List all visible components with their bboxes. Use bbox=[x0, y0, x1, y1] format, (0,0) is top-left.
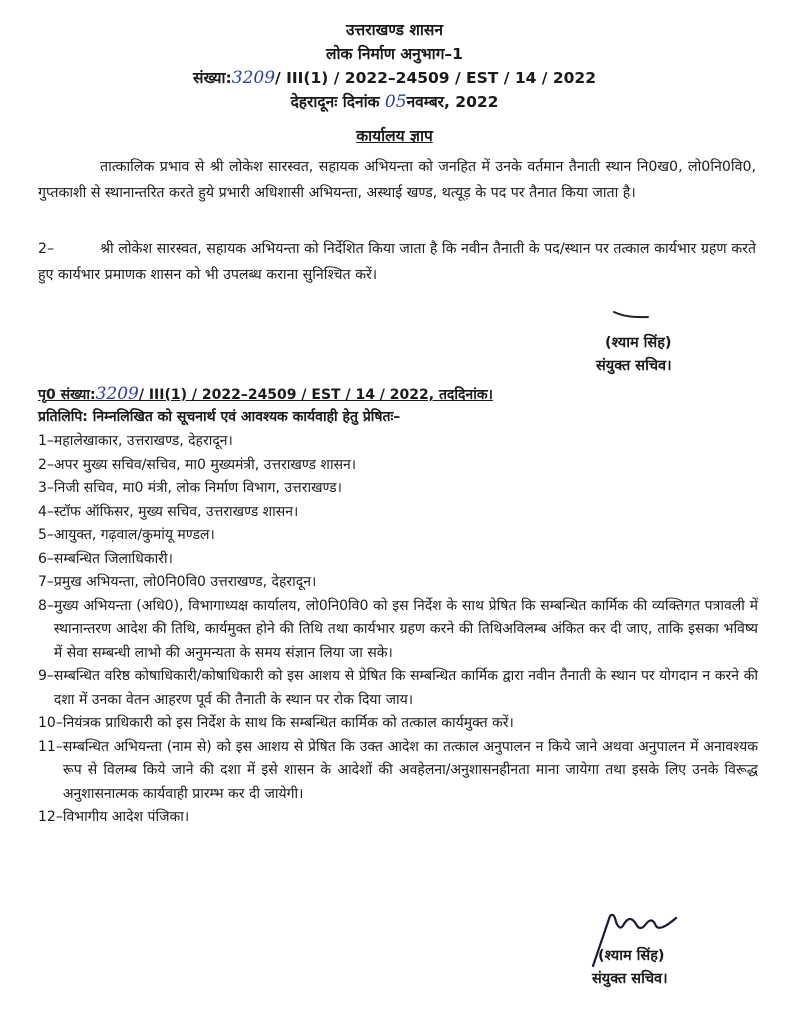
section-heading: लोक निर्माण अनुभाग–1 bbox=[326, 45, 463, 63]
copy-ref-rest: / III(1) / 2022–24509 / EST / 14 / 2022, तददिनांक। bbox=[138, 387, 493, 403]
document-title bbox=[0, 124, 789, 146]
memo-title: कार्यालय ज्ञाप bbox=[356, 127, 433, 145]
signatory-designation-1: संयुक्त सचिव। bbox=[596, 358, 672, 374]
item-text: मुख्य अभियन्ता (अधि0), विभागाध्यक्ष कार्यालय, लो0नि0वि0 को इस निर्देश के साथ प्रेषित कि सम्बन्धित कार्मिक की व्यक्तिगत पत्रावली में स्थानान्तरण आदेश की तिथि, कार्यमुक्त होने की तिथि तथा कार्यभार ग्रहण करने की तिथिअविलम्ब अंकित कर दी जाए, ताकि इसका भविष्य में सेवा सम्बन्धी लाभो की अनुमन्यता के समय संज्ञान लिया जा सके। bbox=[53, 597, 758, 661]
handwritten-date: 05 bbox=[384, 92, 407, 112]
item-text: आयुक्त, गढ़वाल/कुमांयू मण्डल। bbox=[53, 527, 215, 543]
item-number: 6– bbox=[38, 550, 54, 567]
copy-ref-label: पृ0 संख्या: bbox=[38, 387, 96, 403]
list-item bbox=[38, 501, 758, 525]
date-rest: नवम्बर, 2022 bbox=[406, 93, 499, 111]
signatory-name-1: (श्याम सिंह) bbox=[605, 335, 672, 351]
item-text: सम्बन्धित वरिष्ठ कोषाधिकारी/कोषाधिकारी को इस आशय से प्रेषित कि सम्बन्धित कार्मिक द्वारा नवीन तैनाती के स्थान पर योगदान न करने की दशा में उनका वेतन आहरण पूर्व की तैनाती के स्थान पर रोक दिया जाय। bbox=[53, 668, 758, 708]
signatory-name-2: (श्याम सिंह) bbox=[598, 948, 665, 964]
item-text: विभागीय आदेश पंजिका। bbox=[62, 809, 190, 825]
paragraph-2 bbox=[38, 236, 756, 288]
item-number: 8– bbox=[38, 597, 54, 614]
item-text: अपर मुख्य सचिव/सचिव, मा0 मुख्यमंत्री, उत्तराखण्ड शासन। bbox=[53, 456, 357, 473]
copy-handwritten-number: 3209 bbox=[95, 384, 139, 404]
list-item bbox=[38, 477, 758, 501]
item-number: 10– bbox=[38, 715, 63, 731]
list-item bbox=[38, 595, 758, 666]
paragraph-1-text: तात्कालिक प्रभाव से श्री लोकेश सारस्वत, सहायक अभियन्ता को जनहित में उनके वर्तमान तैनाती स्थान नि0ख0, लो0नि0वि0, गुप्तकाशी से स्थानान्तरित करते हुये प्रभारी अधिशासी अभियन्ता, अस्थाई खण्ड, थत्यूड़ के पद पर तैनात किया जाता है। bbox=[38, 159, 756, 201]
list-item bbox=[38, 548, 758, 572]
government-heading: उत्तराखण्ड शासन bbox=[346, 21, 443, 39]
item-number: 3– bbox=[38, 480, 54, 496]
item-text: सम्बन्धित अभियन्ता (नाम से) को इस आशय से प्रेषित कि उक्त आदेश का तत्काल अनुपालन न किये जाने अथवा अनुपालन में अनावश्यक रूप से विलम्ब किये जाने की दशा में इसे शासन के आदेशों की अवहेलना/अनुशासनहीनता माना जायेगा तथा इसके लिए उनके विरूद्ध अनुशासनात्मक कार्यवाही प्रारम्भ कर दी जायेगी। bbox=[62, 738, 758, 802]
list-item bbox=[38, 524, 758, 548]
list-item bbox=[38, 454, 758, 478]
item-text: सम्बन्धित जिलाधिकारी। bbox=[53, 550, 173, 567]
item-number: 7– bbox=[38, 574, 54, 590]
copy-reference-line bbox=[38, 384, 493, 404]
paragraph-2-text: श्री लोकेश सारस्वत, सहायक अभियन्ता को निर्देशित किया जाता है कि नवीन तैनाती के पद/स्थान पर तत्काल कार्यभार ग्रहण करते हुए कार्यभार प्रमाणक शासन को भी उपलब्ध कराना सुनिश्चित करें। bbox=[38, 241, 756, 283]
list-item bbox=[38, 736, 758, 807]
item-text: निजी सचिव, मा0 मंत्री, लोक निर्माण विभाग, उत्तराखण्ड। bbox=[53, 480, 342, 496]
list-item bbox=[38, 571, 758, 595]
item-number: 12– bbox=[38, 809, 63, 825]
place-date-label: देहरादूनः दिनांक bbox=[290, 93, 380, 111]
copy-reference bbox=[38, 384, 493, 404]
paragraph-2-number: 2– bbox=[38, 241, 55, 257]
item-number: 11– bbox=[38, 738, 63, 755]
item-text: स्टॉफ ऑफिसर, मुख्य सचिव, उत्तराखण्ड शासन। bbox=[53, 503, 299, 520]
item-text: प्रमुख अभियन्ता, लो0नि0वि0 उत्तराखण्ड, देहरादून। bbox=[53, 574, 317, 590]
item-number: 5– bbox=[38, 527, 54, 543]
number-label: संख्या: bbox=[193, 69, 232, 87]
item-number: 9– bbox=[38, 668, 54, 684]
list-item bbox=[38, 712, 758, 736]
handwritten-number: 3209 bbox=[231, 68, 276, 88]
paragraph-1 bbox=[38, 154, 756, 206]
copy-recipients-list bbox=[38, 430, 758, 830]
item-number: 4– bbox=[38, 503, 54, 520]
place-date bbox=[0, 90, 789, 112]
item-number: 1– bbox=[38, 433, 54, 449]
list-item bbox=[38, 430, 758, 454]
copy-intro: प्रतिलिपि: निम्नलिखित को सूचनार्थ एवं आवश्यक कार्यवाही हेतु प्रेषितः– bbox=[38, 409, 401, 425]
item-text: नियंत्रक प्राधिकारी को इस निर्देश के साथ कि सम्बन्धित कार्मिक को तत्काल कार्यमुक्त करें। bbox=[62, 715, 514, 731]
list-item bbox=[38, 665, 758, 712]
reference-number bbox=[0, 66, 789, 88]
initial-stroke-icon bbox=[612, 308, 652, 322]
list-item bbox=[38, 806, 758, 830]
number-rest: / III(1) / 2022–24509 / EST / 14 / 2022 bbox=[275, 69, 596, 87]
item-number: 2– bbox=[38, 456, 54, 473]
signatory-designation-2: संयुक्त सचिव। bbox=[592, 971, 668, 987]
item-text: महालेखाकार, उत्तराखण्ड, देहरादून। bbox=[53, 433, 233, 449]
